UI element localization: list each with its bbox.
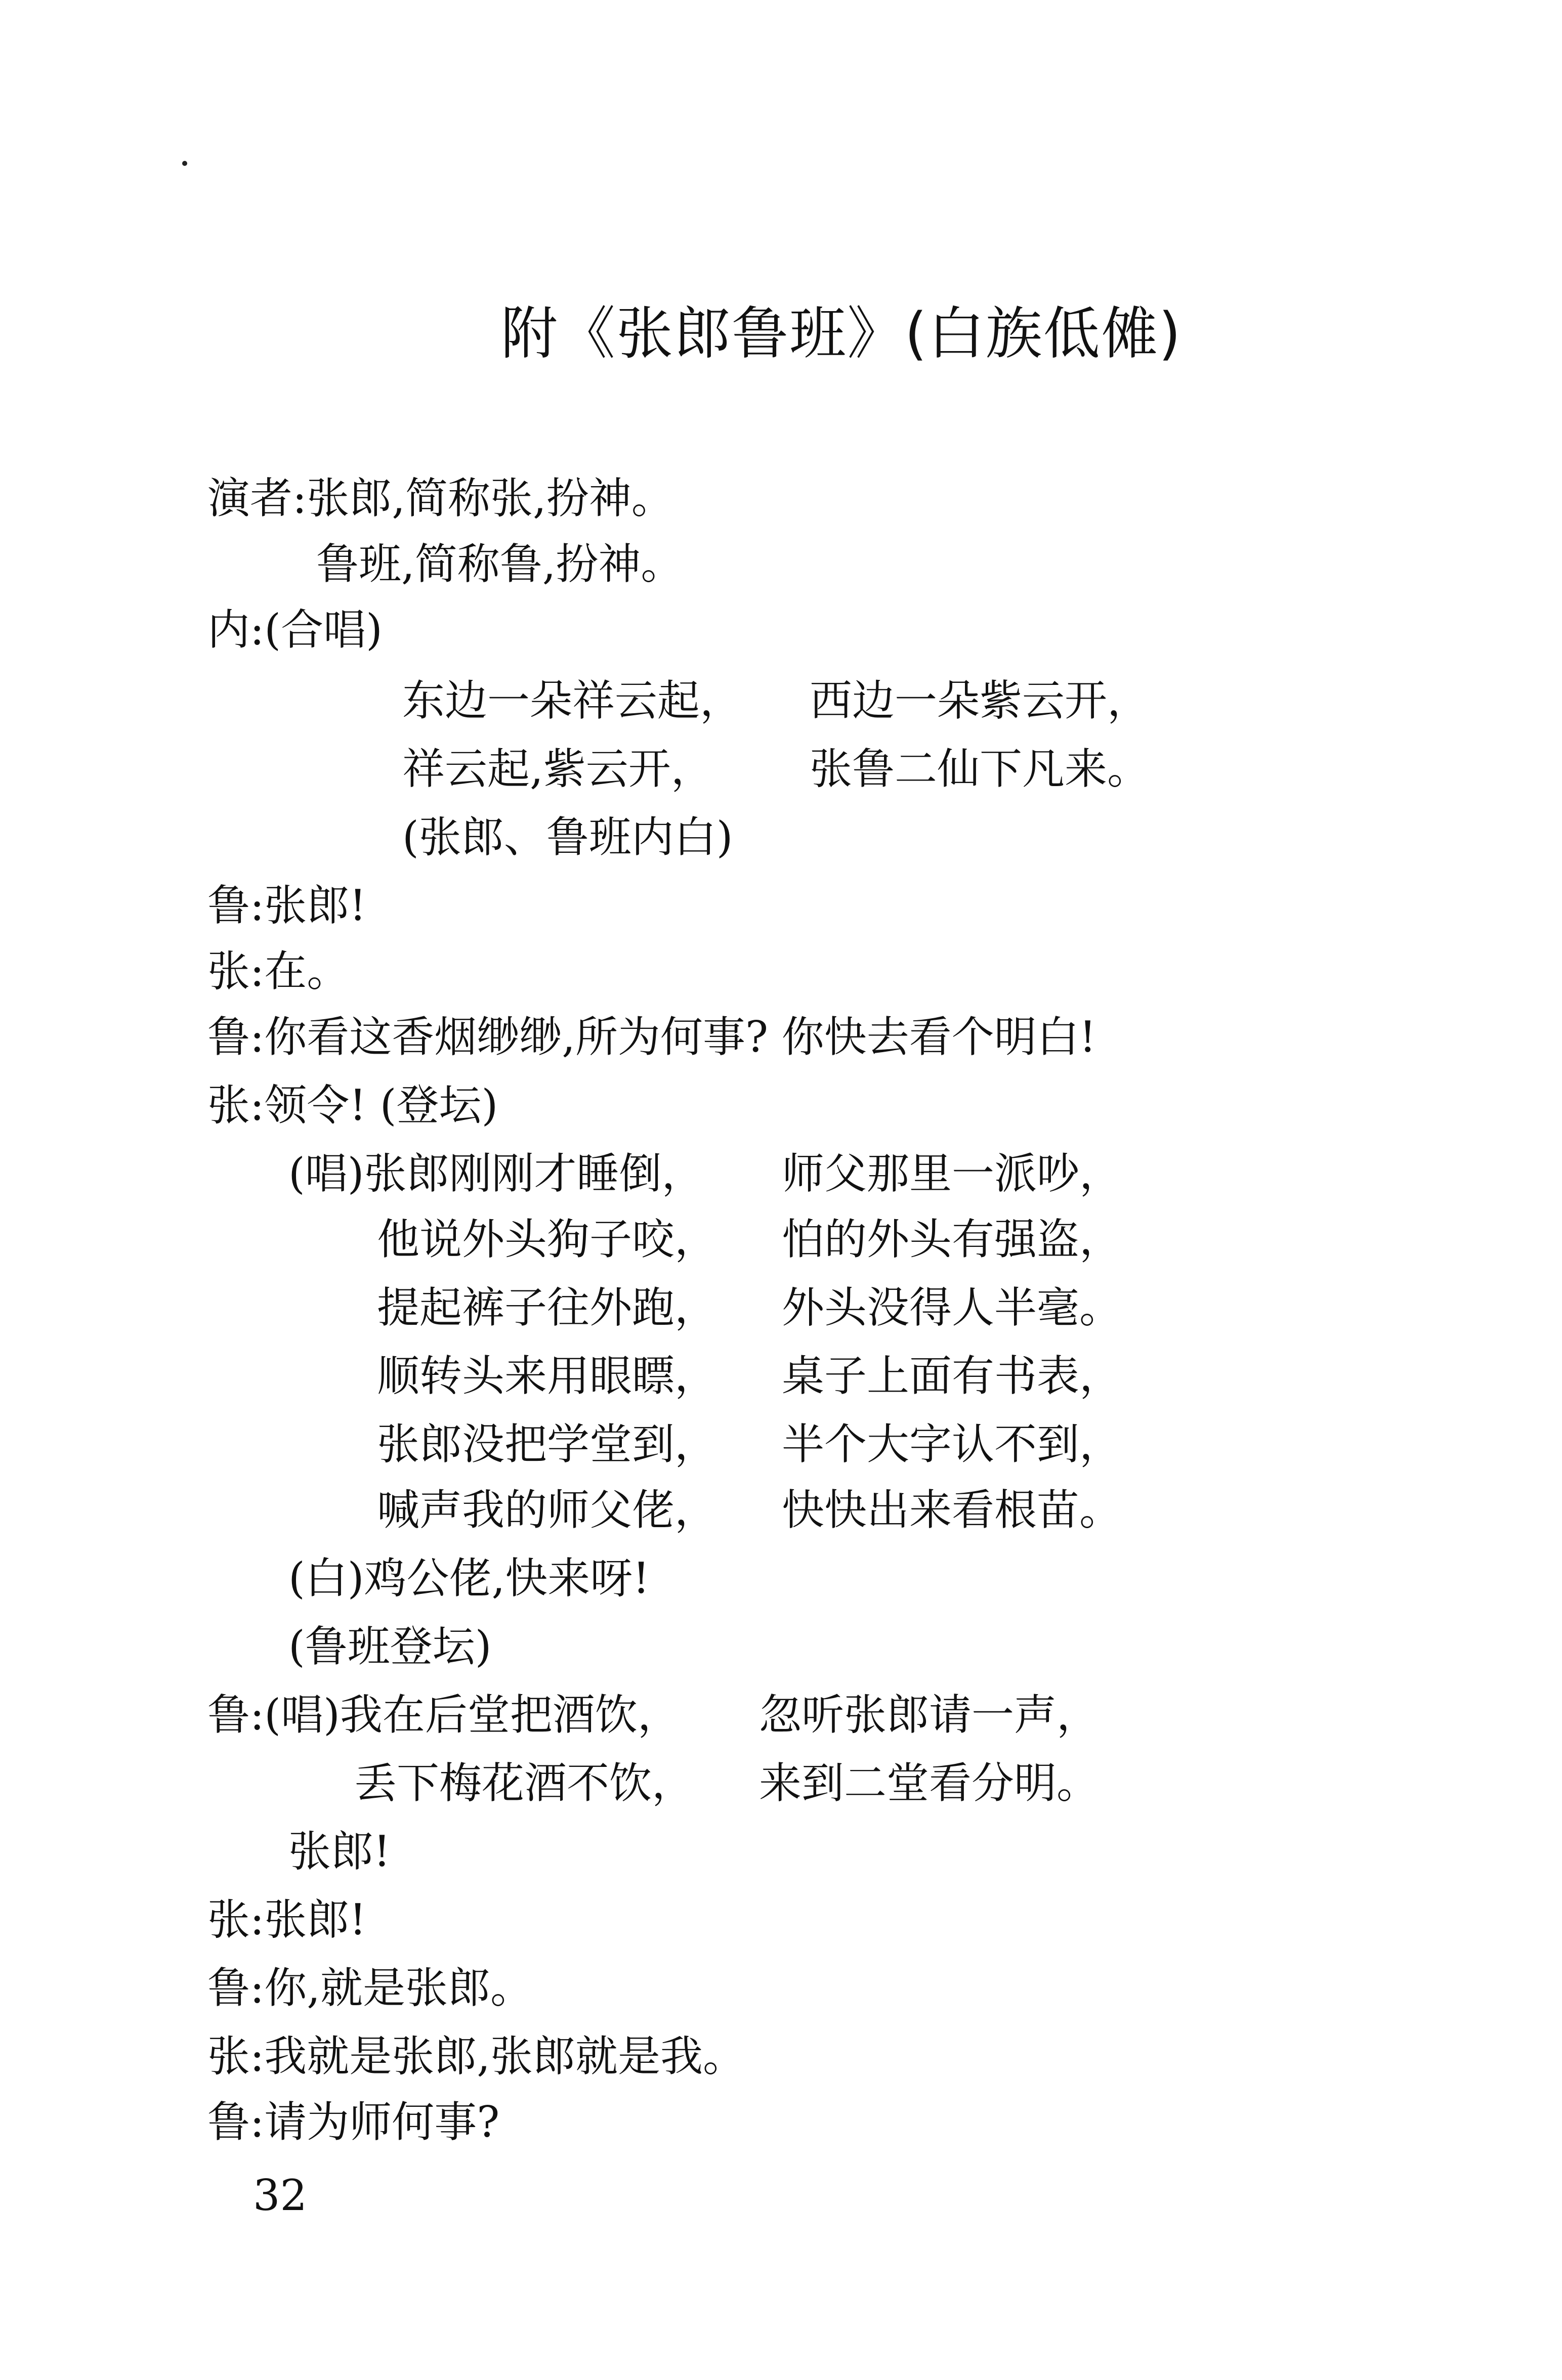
verse-line-right: 怕的外头有强盗， bbox=[782, 1215, 1122, 1264]
verse-line-right: 外头没得人半毫。 bbox=[782, 1283, 1122, 1332]
verse-line-left: (唱)张郎刚刚才睡倒， bbox=[288, 1149, 704, 1198]
verse-line-right: 西边一朵紫云开， bbox=[810, 676, 1150, 725]
dialogue-line: 张:张郎! bbox=[207, 1895, 367, 1944]
cast-line-1: 演者:张郎,简称张,扮神。 bbox=[207, 473, 674, 523]
dialogue-line: 张:领令! (登坛) bbox=[207, 1080, 498, 1130]
verse-line-right: 忽听张郎请一声， bbox=[759, 1690, 1100, 1740]
dialogue-line: 张:在。 bbox=[207, 946, 350, 996]
stage-direction: (张郎、鲁班内白) bbox=[402, 812, 733, 862]
cast-line-2: 鲁班,简称鲁,扮神。 bbox=[316, 539, 684, 589]
dialogue-line: 鲁:请为师何事? bbox=[207, 2097, 500, 2147]
verse-line-left: 顺转头来用眼瞟， bbox=[377, 1351, 717, 1401]
verse-line-left: 提起裤子往外跑， bbox=[377, 1283, 717, 1332]
dialogue-line: 鲁:你,就是张郎。 bbox=[207, 1963, 533, 2013]
dialogue-line: (白)鸡公佬,快来呀! bbox=[288, 1553, 650, 1603]
stage-direction: (鲁班登坛) bbox=[288, 1622, 492, 1671]
dialogue-line: 鲁:你看这香烟缈缈,所为何事? 你快去看个明白! bbox=[207, 1012, 1096, 1062]
verse-line-right: 师父那里一派吵， bbox=[782, 1149, 1122, 1198]
verse-line-left: 丢下梅花酒不饮， bbox=[354, 1758, 695, 1808]
verse-line-right: 快快出来看根苗。 bbox=[782, 1485, 1122, 1535]
dialogue-line: 鲁:张郎! bbox=[207, 881, 367, 930]
dialogue-line: 张郎! bbox=[288, 1827, 391, 1876]
page-title: 附《张郎鲁班》(白族低傩) bbox=[501, 301, 1182, 367]
dialogue-line: 张:我就是张郎,张郎就是我。 bbox=[207, 2031, 746, 2081]
verse-line-right: 张鲁二仙下凡来。 bbox=[810, 744, 1150, 794]
verse-line-left: 喊声我的师父佬， bbox=[377, 1485, 717, 1535]
page-number: 32 bbox=[253, 2171, 307, 2220]
verse-line-right: 来到二堂看分明。 bbox=[759, 1758, 1100, 1808]
verse-line-left: 东边一朵祥云起， bbox=[402, 676, 743, 725]
verse-line-left: 鲁:(唱)我在后堂把酒饮， bbox=[207, 1690, 680, 1740]
verse-line-left: 张郎没把学堂到， bbox=[377, 1419, 717, 1469]
verse-line-right: 半个大字认不到， bbox=[782, 1419, 1122, 1469]
verse-line-right: 桌子上面有书表， bbox=[782, 1351, 1122, 1401]
verse-line-left: 祥云起,紫云开， bbox=[402, 744, 713, 794]
verse-line-left: 他说外头狗子咬， bbox=[377, 1215, 717, 1264]
scan-speck bbox=[182, 161, 187, 166]
stage-line: 内:(合唱) bbox=[207, 605, 383, 655]
